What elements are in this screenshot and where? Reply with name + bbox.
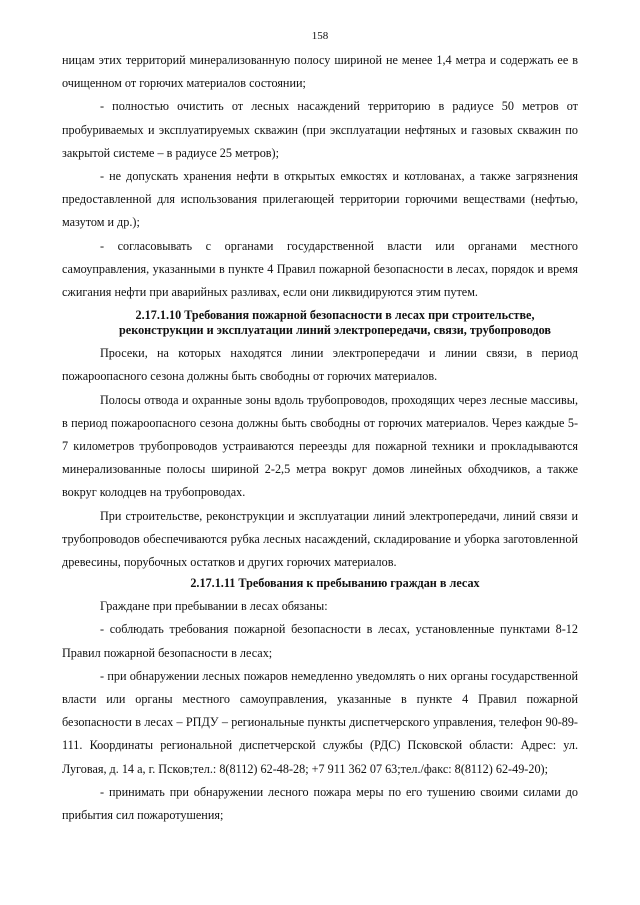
paragraph-clearings: Просеки, на которых находятся линии электропередачи и линии связи, в период пожароопасного сезона должны быть свободны от горючих материалов. (62, 346, 578, 384)
document-body (62, 49, 578, 827)
paragraph-citizens-obliged: Граждане при пребывании в лесах обязаны: (100, 599, 328, 614)
paragraph-extinguish: - принимать при обнаружении лесного пожара меры по его тушению своими силами до прибытия сил пожаротушения; (62, 784, 578, 823)
paragraph-report-fires: - при обнаружении лесных пожаров немедленно уведомлять о них органы государственной власти или органы местного самоуправления, указанные в пункте 4 Правил пожарной безопасности в лесах – РПДУ – региональные пункты диспетчерского управления, телефон 90-89-111. Координаты региональной диспетчерской службы (РДС) Псковской области: Адрес: ул. Луговая, д. 14 а, г. Псков;тел.: 8(8112) 62-48-28; +7 911 362 07 63;тел./факс: 8(8112) 62-49-20); (62, 668, 578, 776)
paragraph-follow-rules: - соблюдать требования пожарной безопасности в лесах, установленные пунктами 8-12 Правил пожарной безопасности в лесах; (62, 622, 578, 660)
section-heading-citizens: 2.17.1.11 Требования к пребыванию граждан в лесах (190, 576, 480, 591)
paragraph-continuation: ницам этих территорий минерализованную полосу шириной не менее 1,4 метра и содержать ее в очищенном от горючих материалов состоянии; (62, 53, 578, 91)
page-number: 158 (311, 30, 329, 42)
paragraph-clear-wells: - полностью очистить от лесных насаждений территорию в радиусе 50 метров от пробуриваемых и эксплуатируемых скважин (при эксплуатации нефтяных и газовых скважин по закрытой системе – в радиусе 25 метров); (62, 99, 578, 160)
section-heading-line-1: 2.17.1.10 Требования пожарной безопасности в лесах при строительстве, (135, 308, 535, 323)
section-heading-line-2: реконструкции и эксплуатации линий электропередачи, связи, трубопроводов (119, 323, 551, 338)
paragraph-no-oil-storage: - не допускать хранения нефти в открытых емкостях и котлованах, а также загрязнения предоставленной для использования прилегающей территории горючими веществами (нефтью, мазутом и др.); (62, 169, 578, 230)
section-heading-power-lines (62, 304, 578, 342)
paragraph-pipelines: Полосы отвода и охранные зоны вдоль трубопроводов, проходящих через лесные массивы, в период пожароопасного сезона должны быть свободны от горючих материалов. Через каждые 5-7 километров трубопроводов устраиваются переезды для пожарной техники и прокладываются минерализованные полосы шириной 2-2,5 метра вокруг домов линейных обходчиков, а также вокруг колодцев на трубопроводах. (62, 392, 578, 500)
paragraph-construction: При строительстве, реконструкции и эксплуатации линий электропередачи, линий связи и трубопроводов обеспечиваются рубка лесных насаждений, складирование и уборка заготовленной древесины, порубочных остатков и других горючих материалов. (62, 508, 578, 570)
paragraph-coordinate-oil-burning: - согласовывать с органами государственной власти или органами местного самоуправления, указанными в пункте 4 Правил пожарной безопасности в лесах, порядок и время сжигания нефти при аварийных разливах, если они ликвидируются этим путем. (62, 238, 578, 300)
